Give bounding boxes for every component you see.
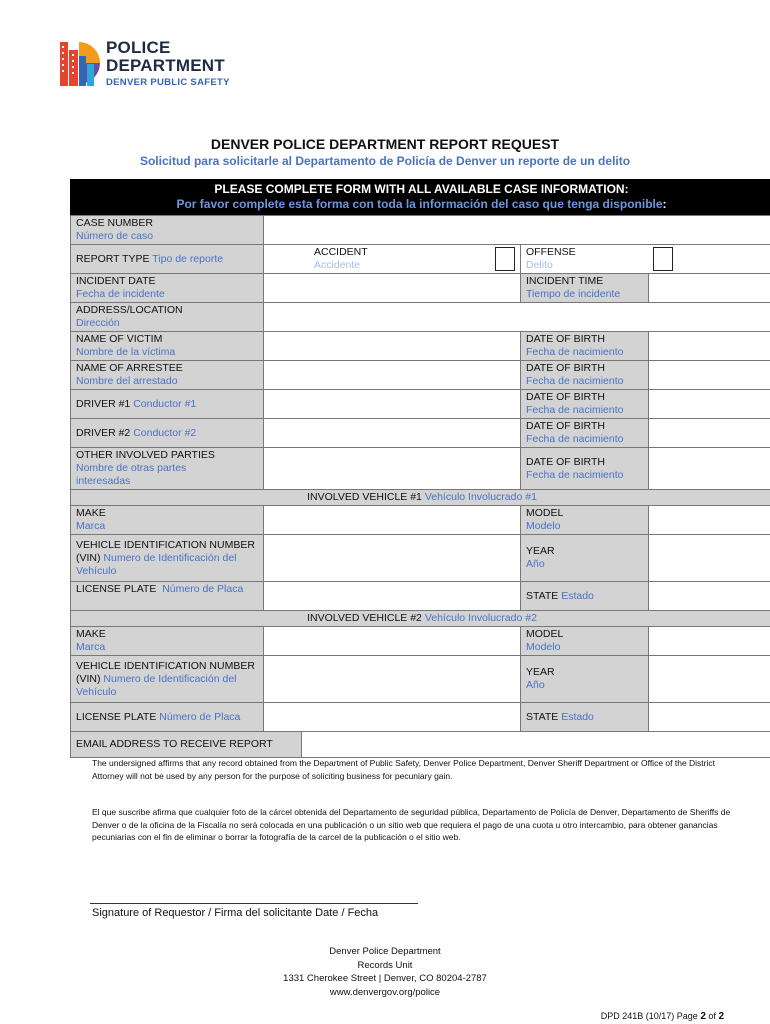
field-label-es: Tipo de reporte <box>152 252 224 265</box>
field-label-es: Nombre de la víctima <box>76 346 176 358</box>
page-number <box>601 1011 724 1022</box>
page-current: 2 <box>700 1011 706 1022</box>
field-label: DATE OF BIRTH <box>526 391 605 403</box>
table-row <box>71 419 770 448</box>
other-dob-label <box>521 448 649 490</box>
field-label: REPORT TYPE <box>76 252 150 265</box>
page-subtitle: Solicitud para solicitarle al Departamento de Policía de Denver un reporte de un delito <box>139 154 631 168</box>
report-request-form <box>70 179 770 758</box>
report-type-label <box>71 245 264 274</box>
instructions-english: PLEASE COMPLETE FORM WITH ALL AVAILABLE CASE INFORMATION: <box>214 182 629 196</box>
accident-label: ACCIDENT <box>314 246 368 258</box>
field-label: STATE <box>526 589 559 602</box>
logo-department-text: DEPARTMENT <box>106 56 225 75</box>
field-label-es: Nombre del arrestado <box>76 375 178 387</box>
signature-label: Signature of Requestor / Firma del solicitante Date / Fecha <box>92 907 379 919</box>
instructions-spanish <box>70 197 770 212</box>
field-label: LICENSE PLATE <box>76 710 157 723</box>
incident-time-label <box>521 274 649 303</box>
email-field[interactable] <box>302 732 770 757</box>
table-row <box>71 490 770 506</box>
offense-checkbox[interactable] <box>653 247 673 271</box>
v2-model-field[interactable] <box>649 627 770 656</box>
field-label-es: Dirección <box>76 317 120 329</box>
table-row <box>71 703 770 732</box>
table-row <box>71 390 770 419</box>
v2-state-field[interactable] <box>649 703 770 732</box>
field-label: VEHICLE IDENTIFICATION NUMBER (VIN) <box>76 659 255 685</box>
department-logo <box>58 38 258 92</box>
v1-make-field[interactable] <box>264 506 521 535</box>
field-label: MAKE <box>76 507 106 519</box>
field-label: DATE OF BIRTH <box>526 362 605 374</box>
accident-label-es: Accidente <box>314 259 361 271</box>
case-number-field[interactable] <box>264 216 770 245</box>
other-parties-label <box>71 448 264 490</box>
section-title: INVOLVED VEHICLE #1 <box>307 491 422 503</box>
field-label-es: Tiempo de incidente <box>526 288 621 300</box>
table-row <box>71 627 770 656</box>
field-label: INCIDENT DATE <box>76 275 156 287</box>
arrestee-label <box>71 361 264 390</box>
field-label: DATE OF BIRTH <box>526 420 605 432</box>
field-label: DRIVER #1 <box>76 397 131 410</box>
field-label-es: Número de Placa <box>159 710 241 723</box>
logo-subtitle-text: DENVER PUBLIC SAFETY <box>106 77 230 88</box>
v2-vin-label <box>71 656 264 703</box>
field-label-es: Estado <box>561 710 594 723</box>
v2-model-label <box>521 627 649 656</box>
page-total: 2 <box>718 1011 724 1022</box>
offense-label: OFFENSE <box>526 246 576 258</box>
table-row <box>71 332 770 361</box>
incident-date-field[interactable] <box>264 274 521 303</box>
field-label: STATE <box>526 710 559 723</box>
footer-line: 1331 Cherokee Street | Denver, CO 80204-2787 <box>283 973 487 984</box>
driver1-dob-field[interactable] <box>649 390 770 419</box>
v2-make-label <box>71 627 264 656</box>
field-label: LICENSE PLATE <box>76 583 157 595</box>
v2-plate-field[interactable] <box>264 703 521 732</box>
driver1-dob-label <box>521 390 649 419</box>
driver2-field[interactable] <box>264 419 521 448</box>
case-info-table <box>70 215 770 758</box>
field-label: MODEL <box>526 507 564 519</box>
field-label-es: Número de Placa <box>162 583 244 595</box>
arrestee-dob-label <box>521 361 649 390</box>
field-label-es: Fecha de nacimiento <box>526 468 624 481</box>
table-row <box>71 656 770 703</box>
other-parties-field[interactable] <box>264 448 521 490</box>
affirmation-spanish: El que suscribe afirma que cualquier foto de la cárcel obtenida del Departamento de seguridad pública, Departamento de Policía de Denver, Departamento de Sheriffs de Denver o de la oficina de la Fiscalía no será colocada en una publicación o un sitio web que requiera el pago de una cuota u otro intercambio, para obtener ganancias pecuniarias con el fin de eliminar o borrar la fotografía de la carcel de la publicación o el sitio web. <box>92 807 731 842</box>
section-title: INVOLVED VEHICLE #2 <box>307 612 422 624</box>
field-label: VEHICLE IDENTIFICATION NUMBER (VIN) <box>76 538 255 564</box>
field-label: DRIVER #2 <box>76 426 131 439</box>
v1-plate-field[interactable] <box>264 582 521 611</box>
driver2-label <box>71 419 264 448</box>
instructions-spanish-text: Por favor complete esta forma con toda la información del caso que tenga disponible <box>176 197 663 211</box>
driver1-field[interactable] <box>264 390 521 419</box>
section-title-es: Vehículo Involucrado #1 <box>424 491 537 503</box>
victim-dob-field[interactable] <box>649 332 770 361</box>
vehicle1-header <box>71 490 770 506</box>
v2-vin-field[interactable] <box>264 656 521 703</box>
table-row <box>71 216 770 245</box>
offense-label-es: Delito <box>526 259 553 271</box>
v1-year-label <box>521 535 649 582</box>
vehicle2-header <box>71 611 770 627</box>
v1-model-label <box>521 506 649 535</box>
logo-police-text: POLICE <box>106 38 171 57</box>
footer-line: Records Unit <box>357 959 413 971</box>
field-label: YEAR <box>526 545 555 557</box>
footer-address <box>0 945 770 999</box>
section-title-es: Vehículo Involucrado #2 <box>424 612 537 624</box>
field-label: YEAR <box>526 666 555 678</box>
table-row <box>71 732 770 758</box>
field-label-es: Conductor #2 <box>133 426 197 439</box>
field-label: CASE NUMBER <box>76 217 154 229</box>
instructions-banner <box>70 179 770 215</box>
field-label-es: Marca <box>76 520 106 532</box>
v1-vin-field[interactable] <box>264 535 521 582</box>
field-label: OTHER INVOLVED PARTIES <box>76 449 215 461</box>
field-label: NAME OF ARRESTEE <box>76 362 183 374</box>
field-label: MODEL <box>526 628 564 640</box>
table-row <box>71 361 770 390</box>
field-label: INCIDENT TIME <box>526 275 604 287</box>
table-row <box>71 448 770 490</box>
offense-option[interactable] <box>521 245 770 274</box>
incident-time-field[interactable] <box>649 274 770 303</box>
field-label-es: Fecha de incidente <box>76 288 165 300</box>
field-label: DATE OF BIRTH <box>526 455 605 468</box>
field-label-es: Fecha de nacimiento <box>526 375 624 387</box>
field-label-es: Numero de Identificación del Vehículo <box>76 672 237 698</box>
table-row <box>71 535 770 582</box>
address-field[interactable] <box>264 303 770 332</box>
city-skyline-icon <box>58 38 100 88</box>
case-number-label <box>71 216 264 245</box>
instructions-colon: : <box>662 197 667 211</box>
field-label: MAKE <box>76 628 106 640</box>
affirmation-english: The undersigned affirms that any record obtained from the Department of Public Safety, Denver Police Department, Denver Sheriff Department or Office of the District Attorney will not be used by any person for the purpose of soliciting business for pecuniary gain. <box>92 758 716 781</box>
field-label-es: Estado <box>561 589 594 602</box>
table-row <box>71 245 770 274</box>
field-label: DATE OF BIRTH <box>526 333 605 345</box>
v2-year-field[interactable] <box>649 656 770 703</box>
field-label-es: Conductor #1 <box>133 397 197 410</box>
field-label-es: Fecha de nacimiento <box>526 433 624 445</box>
incident-date-label <box>71 274 264 303</box>
arrestee-field[interactable] <box>264 361 521 390</box>
v2-plate-label <box>71 703 264 732</box>
table-row <box>71 506 770 535</box>
form-code: DPD 241B (10/17) Page <box>600 1011 698 1021</box>
field-label-es: Modelo <box>526 520 561 532</box>
v1-model-field[interactable] <box>649 506 770 535</box>
table-row <box>71 582 770 611</box>
v1-vin-label <box>71 535 264 582</box>
footer-line: Denver Police Department <box>329 946 441 957</box>
signature-line[interactable] <box>90 903 418 904</box>
field-label-es: Marca <box>76 641 106 653</box>
table-row <box>71 274 770 303</box>
driver2-dob-field[interactable] <box>649 419 770 448</box>
table-row <box>71 303 770 332</box>
accident-option[interactable] <box>264 245 521 274</box>
accident-checkbox[interactable] <box>495 247 515 271</box>
table-row <box>71 611 770 627</box>
other-dob-field[interactable] <box>649 448 770 490</box>
field-label-es: Año <box>526 558 545 570</box>
v1-state-field[interactable] <box>649 582 770 611</box>
v2-make-field[interactable] <box>264 627 521 656</box>
page-of: of <box>708 1011 716 1021</box>
address-label <box>71 303 264 332</box>
email-row <box>71 732 770 758</box>
driver1-label <box>71 390 264 419</box>
field-label-es: Modelo <box>526 641 561 653</box>
field-label: ADDRESS/LOCATION <box>76 304 183 316</box>
field-label-es: Número de caso <box>76 230 154 242</box>
field-label-es: Año <box>526 679 545 691</box>
arrestee-dob-field[interactable] <box>649 361 770 390</box>
field-label-es: Numero de Identificación del Vehículo <box>76 551 237 577</box>
victim-field[interactable] <box>264 332 521 361</box>
v2-year-label <box>521 656 649 703</box>
field-label-es: Fecha de nacimiento <box>526 404 624 416</box>
driver2-dob-label <box>521 419 649 448</box>
v2-state-label <box>521 703 649 732</box>
v1-year-field[interactable] <box>649 535 770 582</box>
email-label: EMAIL ADDRESS TO RECEIVE REPORT <box>71 732 302 757</box>
v1-plate-label <box>71 582 264 611</box>
victim-dob-label <box>521 332 649 361</box>
victim-label <box>71 332 264 361</box>
footer-website: www.denvergov.org/police <box>329 986 441 998</box>
v1-state-label <box>521 582 649 611</box>
page-title: DENVER POLICE DEPARTMENT REPORT REQUEST <box>210 136 560 152</box>
field-label: NAME OF VICTIM <box>76 333 163 345</box>
field-label-es: Nombre de otras partes interesadas <box>76 462 187 487</box>
field-label-es: Fecha de nacimiento <box>526 346 624 358</box>
v1-make-label <box>71 506 264 535</box>
